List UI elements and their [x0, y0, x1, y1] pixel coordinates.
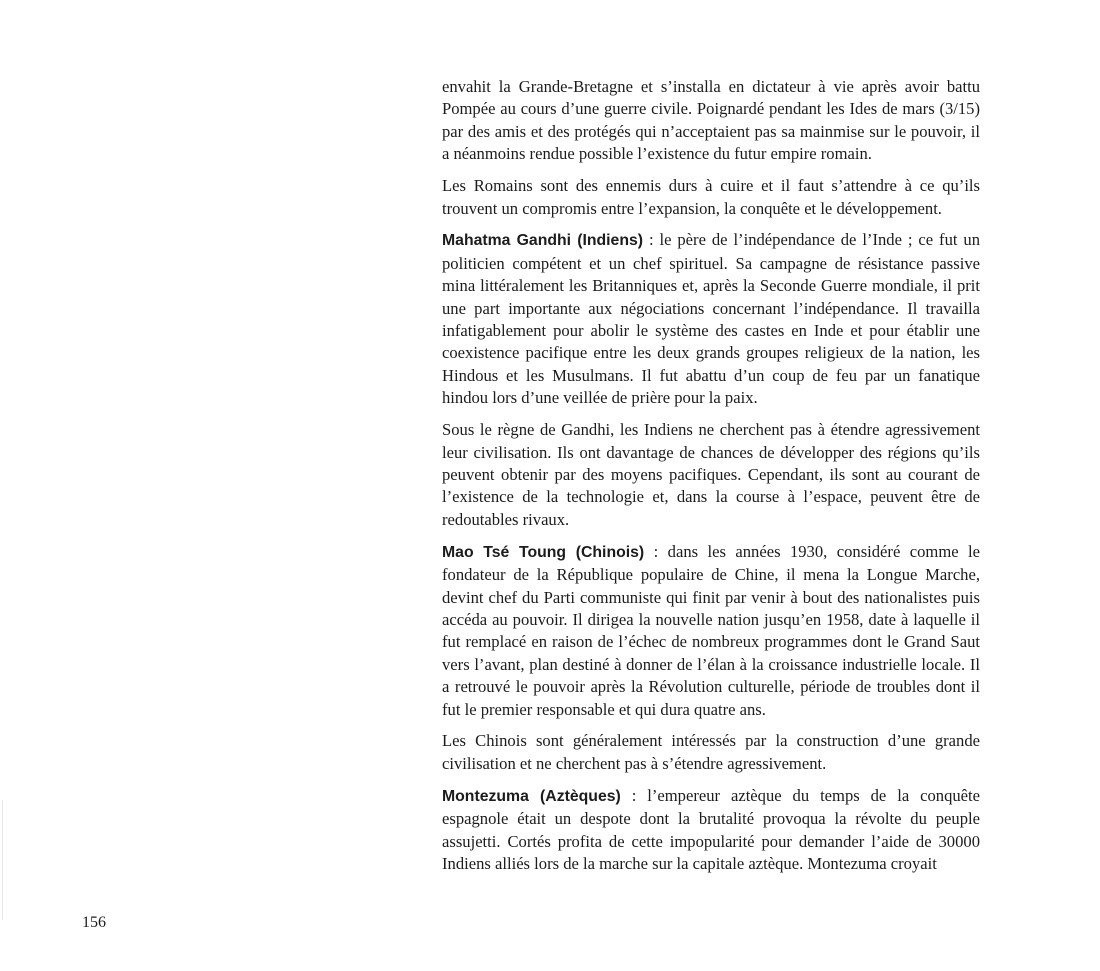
- paragraph-text: envahit la Grande-Bretagne et s’installa en dictateur à vie après avoir battu Pompée au cours d’une guerre civile. Poignardé pendant les Ides de mars (3/15) par des amis et des protégés qui n’acceptaient pas sa mainmise sur le pouvoir, il a néanmoins rendue possible l’existence du futur empire romain.: [442, 77, 980, 164]
- leader-heading-montezuma: Montezuma (Aztèques): [442, 787, 621, 805]
- page-edge-mark: [2, 800, 3, 920]
- text-column: [442, 76, 980, 885]
- paragraph-text: : dans les années 1930, considéré comme le fondateur de la République populaire de Chine, il mena la Longue Marche, devint chef du Parti communiste qui finit par venir à bout des nationalistes puis accéda au pouvoir. Il dirigea la nouvelle nation jusqu’en 1958, date à laquelle il fut remplacé en raison de l’échec de nombreux programmes dont le Grand Saut vers l’avant, plan destiné à donner de l’élan à la croissance industrielle locale. Il a retrouvé le pouvoir après la Révolution culturelle, période de troubles dont il fut le premier responsable et qui dura quatre ans.: [442, 541, 980, 719]
- paragraph-gandhi: [442, 229, 980, 409]
- paragraph-caesar-end: [442, 76, 980, 166]
- leader-heading-mao: Mao Tsé Toung (Chinois): [442, 543, 645, 561]
- page-number: 156: [82, 914, 106, 931]
- paragraph-text: Les Romains sont des ennemis durs à cuire et il faut s’attendre à ce qu’ils trouvent un compromis entre l’expansion, la conquête et le développement.: [442, 176, 980, 218]
- paragraph-text: : l’empereur aztèque du temps de la conquête espagnole était un despote dont la brutalité provoqua la révolte du peuple assujetti. Cortés profita de cette impopularité pour demander l’aide de 30000 Indiens alliés lors de la marche sur la capitale aztèque. Montezuma croyait: [442, 785, 980, 873]
- paragraph-text: Les Chinois sont généralement intéressés par la construction d’une grande civilisation et ne cherchent pas à s’étendre agressivement.: [442, 731, 980, 773]
- paragraph-montezuma: [442, 785, 980, 876]
- paragraph-text: : le père de l’indépendance de l’Inde ; ce fut un politicien compétent et un chef spirituel. Sa campagne de résistance passive mina littéralement les Britanniques et, après la Seconde Guerre mondiale, il prit une part importante aux négociations concernant l’indépendance. Il travailla infatigablement pour abolir le système des castes en Inde et pour établir une coexistence pacifique entre les deux grands groupes religieux de la nation, les Hindous et les Musulmans. Il fut abattu d’un coup de feu par un fanatique hindou lors d’une veillée de prière pour la paix.: [442, 230, 980, 408]
- paragraph-text: Sous le règne de Gandhi, les Indiens ne cherchent pas à étendre agressivement leur civilisation. Ils ont davantage de chances de développer des régions qu’ils peuvent obtenir par des moyens pacifiques. Cependant, ils sont au courant de l’existence de la technologie et, dans la course à l’espace, peuvent être de redoutables rivaux.: [442, 420, 980, 529]
- leader-heading-gandhi: Mahatma Gandhi (Indiens): [442, 232, 644, 250]
- paragraph-chinese: [442, 730, 980, 775]
- paragraph-romans: [442, 175, 980, 220]
- paragraph-indians: [442, 419, 980, 531]
- paragraph-mao: [442, 541, 980, 721]
